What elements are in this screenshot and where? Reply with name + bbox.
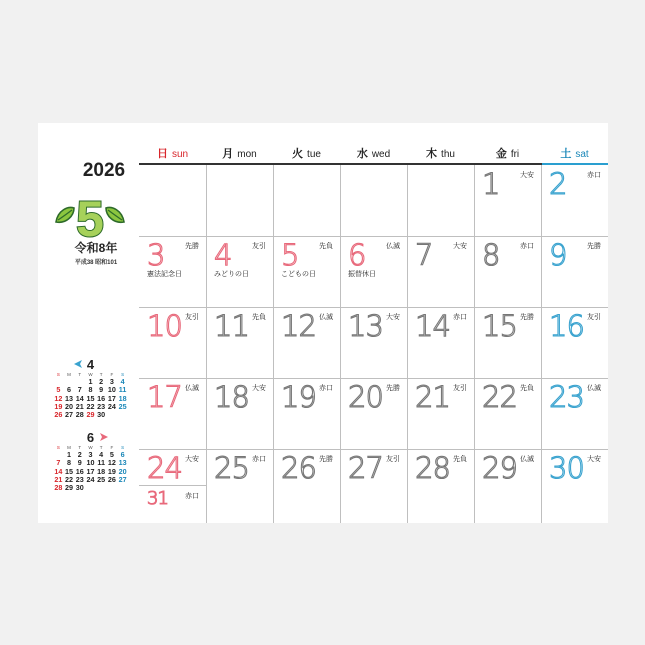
day-number: 29: [482, 451, 517, 485]
day-cell[interactable]: [206, 378, 273, 449]
rokuyo-label: 仏滅: [587, 384, 601, 392]
rokuyo-label: 仏滅: [185, 384, 199, 392]
month-number: 5: [76, 191, 104, 240]
mini-day: 20: [65, 401, 74, 411]
day-cell[interactable]: [541, 378, 608, 449]
mini-day: 21: [75, 401, 84, 411]
mini-day: 15: [65, 466, 74, 476]
day-cell[interactable]: [407, 449, 474, 520]
day-number: 13: [348, 309, 383, 343]
mini-month-label: 6: [86, 430, 95, 445]
rokuyo-label: 赤口: [453, 313, 467, 321]
mini-day: 29: [86, 410, 95, 420]
mini-day: 5: [109, 450, 114, 459]
mini-weekday: T: [99, 445, 103, 450]
mini-day: 30: [97, 410, 106, 420]
rokuyo-label: 仏滅: [520, 455, 534, 463]
mini-day: 1: [67, 450, 72, 459]
mini-day: [96, 484, 107, 492]
rokuyo-label: 先勝: [185, 242, 199, 250]
rokuyo-label: 先勝: [386, 384, 400, 392]
day-cell[interactable]: [206, 236, 273, 307]
day-cell[interactable]: [541, 307, 608, 378]
mini-day: [85, 484, 96, 492]
day-number: 8: [482, 238, 500, 272]
day-cell[interactable]: [474, 378, 541, 449]
mini-day: [117, 484, 128, 492]
day-cell[interactable]: [474, 236, 541, 307]
holiday-label: みどりの日: [214, 270, 249, 278]
weekday-kanji: 火: [292, 148, 304, 160]
day-number: 19: [281, 380, 316, 414]
rokuyo-label: 先勝: [319, 455, 333, 463]
day-number: 1: [482, 167, 500, 201]
day-cell[interactable]: [407, 307, 474, 378]
mini-day: 17: [107, 393, 116, 403]
day-number: 16: [549, 309, 584, 343]
rokuyo-label: 友引: [587, 313, 601, 321]
mini-day: 29: [65, 483, 74, 493]
rokuyo-label: 赤口: [520, 242, 534, 250]
mini-weekday: M: [67, 445, 71, 450]
day-number: 24: [147, 451, 182, 485]
rokuyo-label: 赤口: [587, 171, 601, 179]
mini-day: 22: [86, 401, 95, 411]
rokuyo-label: 友引: [185, 313, 199, 321]
mini-weekday: F: [110, 372, 114, 377]
day-number: 15: [482, 309, 517, 343]
day-cell[interactable]: [541, 449, 608, 520]
mini-weekday: S: [56, 445, 60, 450]
day-cell[interactable]: [139, 485, 206, 556]
weekday-header-wed: [340, 146, 407, 163]
mini-day: 5: [56, 385, 61, 395]
mini-day: 6: [120, 450, 125, 459]
day-number: 26: [281, 451, 316, 485]
day-number: 28: [415, 451, 450, 485]
mini-calendar-header: [53, 357, 128, 371]
mini-day: 1: [88, 377, 93, 386]
mini-weekday: F: [110, 445, 114, 450]
mini-weekday: T: [78, 372, 82, 377]
weekday-header-sat: [541, 146, 608, 163]
rokuyo-label: 先負: [520, 384, 534, 392]
rokuyo-label: 大安: [185, 455, 199, 463]
day-number: 17: [147, 380, 182, 414]
mini-day: 15: [86, 393, 95, 403]
mini-day: 3: [109, 377, 114, 386]
mini-day: 9: [77, 458, 82, 468]
mini-day: 16: [97, 393, 106, 403]
mini-day: 28: [54, 483, 63, 493]
day-number: 30: [549, 451, 584, 485]
rokuyo-label: 友引: [453, 384, 467, 392]
mini-day: 6: [67, 385, 72, 395]
mini-weekday: T: [99, 372, 103, 377]
holiday-label: こどもの日: [281, 270, 316, 278]
mini-day: 14: [54, 466, 63, 476]
rokuyo-label: 大安: [453, 242, 467, 250]
day-number: 3: [147, 238, 165, 272]
day-number: 5: [281, 238, 299, 272]
mini-day: 23: [75, 474, 84, 484]
mini-day: 12: [54, 393, 63, 403]
rokuyo-label: 仏滅: [386, 242, 400, 250]
day-number: 20: [348, 380, 383, 414]
mini-day: [107, 411, 118, 419]
flag-right-icon: [99, 433, 109, 441]
mini-day: 11: [97, 458, 105, 468]
weekday-header-mon: [206, 146, 273, 163]
holiday-label: 憲法記念日: [147, 270, 182, 278]
day-cell[interactable]: [273, 449, 340, 520]
rokuyo-label: 先負: [453, 455, 467, 463]
day-number: 21: [415, 380, 450, 414]
day-cell[interactable]: [541, 165, 608, 236]
mini-weekday: T: [78, 445, 82, 450]
mini-day: 13: [118, 458, 127, 468]
mini-day: 7: [77, 385, 82, 395]
mini-day: 24: [107, 401, 116, 411]
day-cell[interactable]: [273, 307, 340, 378]
flag-left-icon: [73, 360, 83, 368]
day-cell[interactable]: [407, 236, 474, 307]
month-grid: [139, 165, 608, 523]
day-cell[interactable]: [139, 378, 206, 449]
day-number: 31: [147, 488, 168, 509]
mini-day: 10: [86, 458, 95, 468]
era-reiwa: 令和8年: [74, 241, 118, 255]
day-number: 10: [147, 309, 182, 343]
mini-weekday: W: [88, 445, 93, 450]
rokuyo-label: 仏滅: [319, 313, 333, 321]
weekday-kanji: 月: [222, 148, 234, 160]
mini-day: 4: [99, 450, 104, 459]
mini-day: 17: [86, 466, 95, 476]
weekday-header-tue: [273, 146, 340, 163]
day-number: 27: [348, 451, 383, 485]
day-number: 4: [214, 238, 232, 272]
weekday-kanji: 木: [426, 148, 438, 160]
rokuyo-label: 大安: [520, 171, 534, 179]
day-cell[interactable]: [139, 307, 206, 378]
mini-day: 23: [97, 401, 106, 411]
day-cell[interactable]: [541, 236, 608, 307]
rokuyo-label: 赤口: [252, 455, 266, 463]
day-number: 25: [214, 451, 249, 485]
mini-day: 30: [75, 483, 84, 493]
rokuyo-label: 大安: [386, 313, 400, 321]
weekday-english: tue: [307, 149, 321, 160]
mini-day: 24: [86, 474, 95, 484]
mini-day: 26: [54, 410, 63, 420]
day-cell[interactable]: [206, 449, 273, 520]
day-number: 14: [415, 309, 450, 343]
left-leaf-icon: [56, 208, 74, 223]
day-number: 7: [415, 238, 433, 272]
mini-calendar-prev: [53, 357, 128, 419]
mini-weekday: S: [56, 372, 60, 377]
weekday-english: sun: [171, 149, 189, 160]
mini-day: 2: [99, 377, 104, 386]
day-number: 23: [549, 380, 584, 414]
mini-day: 2: [77, 450, 82, 459]
mini-day: 4: [120, 377, 125, 386]
mini-day: [117, 411, 128, 419]
day-cell[interactable]: [474, 307, 541, 378]
rokuyo-label: 大安: [252, 384, 266, 392]
rokuyo-label: 大安: [587, 455, 601, 463]
weekday-header-thu: [407, 146, 474, 163]
day-cell[interactable]: [407, 378, 474, 449]
rokuyo-label: 赤口: [185, 492, 199, 500]
mini-day: 19: [54, 401, 63, 411]
day-cell[interactable]: [139, 236, 206, 307]
mini-day: 13: [65, 393, 74, 403]
mini-day: 21: [54, 474, 63, 484]
weekday-header-row: [139, 146, 608, 163]
weekday-header-fri: [474, 146, 541, 163]
mini-day: 19: [107, 466, 116, 476]
mini-calendar-table: [53, 371, 128, 419]
weekday-english: mon: [237, 149, 257, 160]
mini-day: 18: [118, 393, 127, 403]
mini-month-label: 4: [86, 357, 95, 372]
day-cell[interactable]: [206, 307, 273, 378]
mini-weekday: S: [121, 372, 125, 377]
weekday-english: sat: [575, 149, 589, 160]
day-number: 6: [348, 238, 366, 272]
mini-day: 28: [75, 410, 84, 420]
rokuyo-label: 先負: [319, 242, 333, 250]
mini-weekday: S: [121, 445, 125, 450]
mini-day: 25: [97, 474, 106, 484]
weekday-kanji: 水: [356, 148, 368, 160]
day-number: 2: [549, 167, 567, 201]
mini-day: 16: [75, 466, 84, 476]
day-number: 18: [214, 380, 249, 414]
mini-weekday: W: [88, 372, 93, 377]
mini-day: 27: [65, 410, 74, 420]
mini-day: 12: [107, 458, 116, 468]
day-number: 9: [549, 238, 567, 272]
weekday-english: fri: [510, 149, 520, 160]
day-cell[interactable]: [340, 378, 407, 449]
mini-weekday: M: [67, 372, 71, 377]
era-alt: 平成38 昭和101: [74, 260, 118, 266]
day-cell[interactable]: [474, 165, 541, 236]
year-label: 2026: [82, 160, 126, 181]
right-leaf-icon: [106, 208, 124, 223]
rokuyo-label: 先勝: [520, 313, 534, 321]
mini-day: 25: [118, 401, 127, 411]
weekday-english: thu: [441, 149, 455, 160]
rokuyo-label: 先勝: [587, 242, 601, 250]
rokuyo-label: 先負: [252, 313, 266, 321]
mini-day: [107, 484, 118, 492]
mini-day: 26: [107, 474, 116, 484]
mini-day: 3: [88, 450, 93, 459]
mini-day: 27: [118, 474, 127, 484]
mini-day: 8: [67, 458, 72, 468]
mini-day: 8: [88, 385, 93, 395]
rokuyo-label: 友引: [386, 455, 400, 463]
rokuyo-label: 赤口: [319, 384, 333, 392]
mini-day: 11: [118, 385, 127, 395]
mini-day: 7: [56, 458, 61, 468]
weekday-english: wed: [371, 149, 391, 160]
mini-calendar-header: [53, 430, 128, 444]
weekday-kanji: 土: [560, 148, 572, 160]
day-cell[interactable]: [340, 449, 407, 520]
day-cell[interactable]: [273, 236, 340, 307]
mini-day: 22: [65, 474, 74, 484]
mini-day: 14: [75, 393, 84, 403]
mini-calendar-table: [53, 444, 128, 492]
mini-day: 18: [97, 466, 106, 476]
weekday-kanji: 金: [495, 148, 507, 160]
day-number: 11: [214, 309, 249, 343]
rokuyo-label: 友引: [252, 242, 266, 250]
day-cell[interactable]: [474, 449, 541, 520]
day-cell[interactable]: [340, 236, 407, 307]
day-cell[interactable]: [273, 378, 340, 449]
mini-day: 10: [107, 385, 116, 395]
mini-day: 9: [99, 385, 104, 395]
weekday-kanji: 日: [156, 148, 168, 160]
day-number: 12: [281, 309, 316, 343]
mini-calendar-next: [53, 430, 128, 492]
mini-day: 20: [118, 466, 127, 476]
weekday-header-sun: [139, 146, 206, 163]
month-badge: [54, 190, 126, 240]
day-cell[interactable]: [340, 307, 407, 378]
day-number: 22: [482, 380, 517, 414]
holiday-label: 振替休日: [348, 270, 376, 278]
